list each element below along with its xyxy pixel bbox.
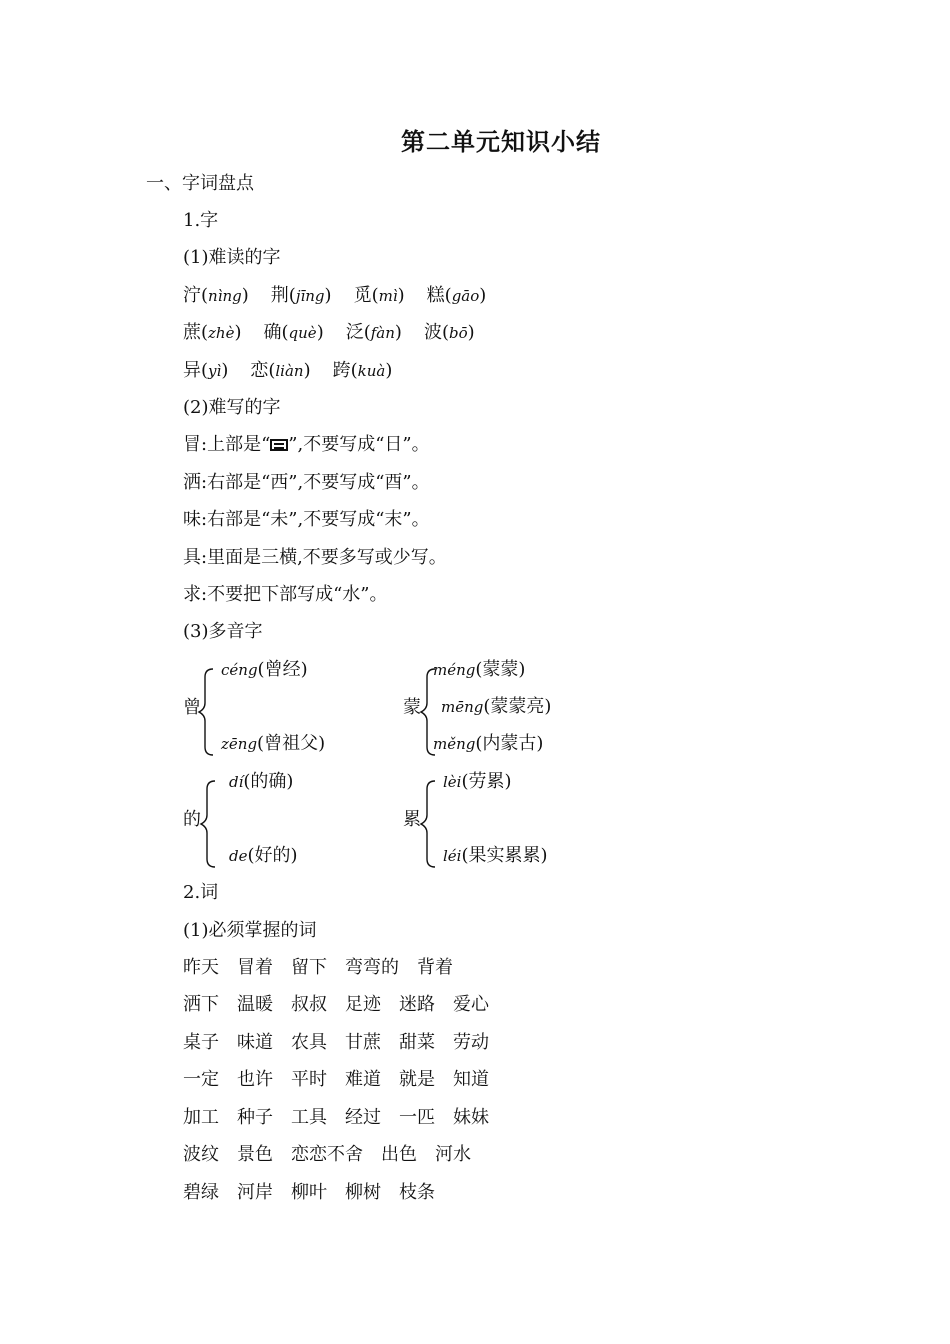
subsection-heading: 1.字 — [183, 210, 219, 231]
polyphone-heading: (3)多音字 — [183, 621, 263, 642]
word-item: 甘蔗 — [345, 1032, 381, 1053]
word-item: 经过 — [345, 1107, 381, 1128]
word-item: 出色 — [381, 1144, 417, 1165]
word-item: 洒下 — [183, 994, 219, 1015]
hard-write-wei: 味:右部是“未”,不要写成“末”。 — [183, 509, 430, 530]
hard-read-row-2: 蔗(zhè) 确(què) 泛(fàn) 波(bō) — [183, 322, 475, 343]
poly-char: 的 — [183, 809, 201, 830]
poly-reading: zēng(曾祖父) — [221, 733, 326, 754]
words-heading: (1)必须掌握的词 — [183, 920, 317, 941]
word-item: 一定 — [183, 1069, 219, 1090]
word-item: 背着 — [417, 957, 453, 978]
word-row — [183, 1105, 507, 1131]
word-item: 波纹 — [183, 1144, 219, 1165]
word-item: 冒着 — [237, 957, 273, 978]
hard-read-heading: (1)难读的字 — [183, 247, 281, 268]
hard-read-row-1: 泞(nìng) 荆(jīng) 觅(mì) 糕(gāo) — [183, 285, 487, 306]
word-item: 桌子 — [183, 1032, 219, 1053]
word-item: 温暖 — [237, 994, 273, 1015]
word-row — [183, 1180, 453, 1206]
word-item: 弯弯的 — [345, 957, 399, 978]
word-item: 一匹 — [399, 1107, 435, 1128]
word-item: 也许 — [237, 1069, 273, 1090]
word-item: 妹妹 — [453, 1107, 489, 1128]
hard-write-qiu: 求:不要把下部写成“水”。 — [183, 584, 388, 605]
word-row — [183, 955, 471, 981]
word-item: 种子 — [237, 1107, 273, 1128]
poly-reading: léi(果实累累) — [443, 845, 548, 866]
poly-reading: lèi(劳累) — [443, 771, 512, 792]
poly-char: 累 — [403, 809, 421, 830]
poly-reading: méng(蒙蒙) — [433, 659, 526, 680]
page-title: 第二单元知识小结 — [401, 127, 601, 156]
word-item: 叔叔 — [291, 994, 327, 1015]
word-item: 爱心 — [453, 994, 489, 1015]
word-row — [183, 992, 507, 1018]
word-item: 味道 — [237, 1032, 273, 1053]
word-item: 劳动 — [453, 1032, 489, 1053]
word-item: 枝条 — [399, 1182, 435, 1203]
word-item: 留下 — [291, 957, 327, 978]
word-item: 知道 — [453, 1069, 489, 1090]
poly-reading: de(好的) — [229, 845, 298, 866]
word-item: 农具 — [291, 1032, 327, 1053]
poly-reading: dí(的确) — [229, 771, 294, 792]
poly-reading: měng(内蒙古) — [433, 733, 544, 754]
word-row — [183, 1030, 507, 1056]
poly-char: 曾 — [183, 697, 201, 718]
word-item: 平时 — [291, 1069, 327, 1090]
brace-icon — [201, 781, 231, 871]
subsection-heading: 2.词 — [183, 882, 219, 903]
word-item: 加工 — [183, 1107, 219, 1128]
word-item: 景色 — [237, 1144, 273, 1165]
word-item: 昨天 — [183, 957, 219, 978]
poly-reading: mēng(蒙蒙亮) — [441, 696, 552, 717]
word-item: 就是 — [399, 1069, 435, 1090]
mao-top-glyph-icon — [270, 439, 288, 451]
word-item: 河岸 — [237, 1182, 273, 1203]
word-item: 足迹 — [345, 994, 381, 1015]
word-item: 工具 — [291, 1107, 327, 1128]
word-item: 柳叶 — [291, 1182, 327, 1203]
section-heading: 一、字词盘点 — [146, 173, 254, 194]
word-row — [183, 1067, 507, 1093]
word-item: 难道 — [345, 1069, 381, 1090]
word-item: 河水 — [435, 1144, 471, 1165]
hard-write-heading: (2)难写的字 — [183, 397, 281, 418]
word-item: 甜菜 — [399, 1032, 435, 1053]
hard-write-mao: 冒:上部是“ ”,不要写成“日”。 — [183, 434, 430, 455]
word-item: 迷路 — [399, 994, 435, 1015]
hard-write-ju: 具:里面是三横,不要多写或少写。 — [183, 547, 447, 568]
word-item: 恋恋不舍 — [291, 1144, 363, 1165]
word-row — [183, 1142, 489, 1168]
hard-read-row-3: 异(yì) 恋(liàn) 跨(kuà) — [183, 360, 393, 381]
poly-char: 蒙 — [403, 697, 421, 718]
word-item: 柳树 — [345, 1182, 381, 1203]
poly-reading: céng(曾经) — [221, 659, 308, 680]
hard-write-sa: 洒:右部是“西”,不要写成“酉”。 — [183, 472, 430, 493]
word-item: 碧绿 — [183, 1182, 219, 1203]
